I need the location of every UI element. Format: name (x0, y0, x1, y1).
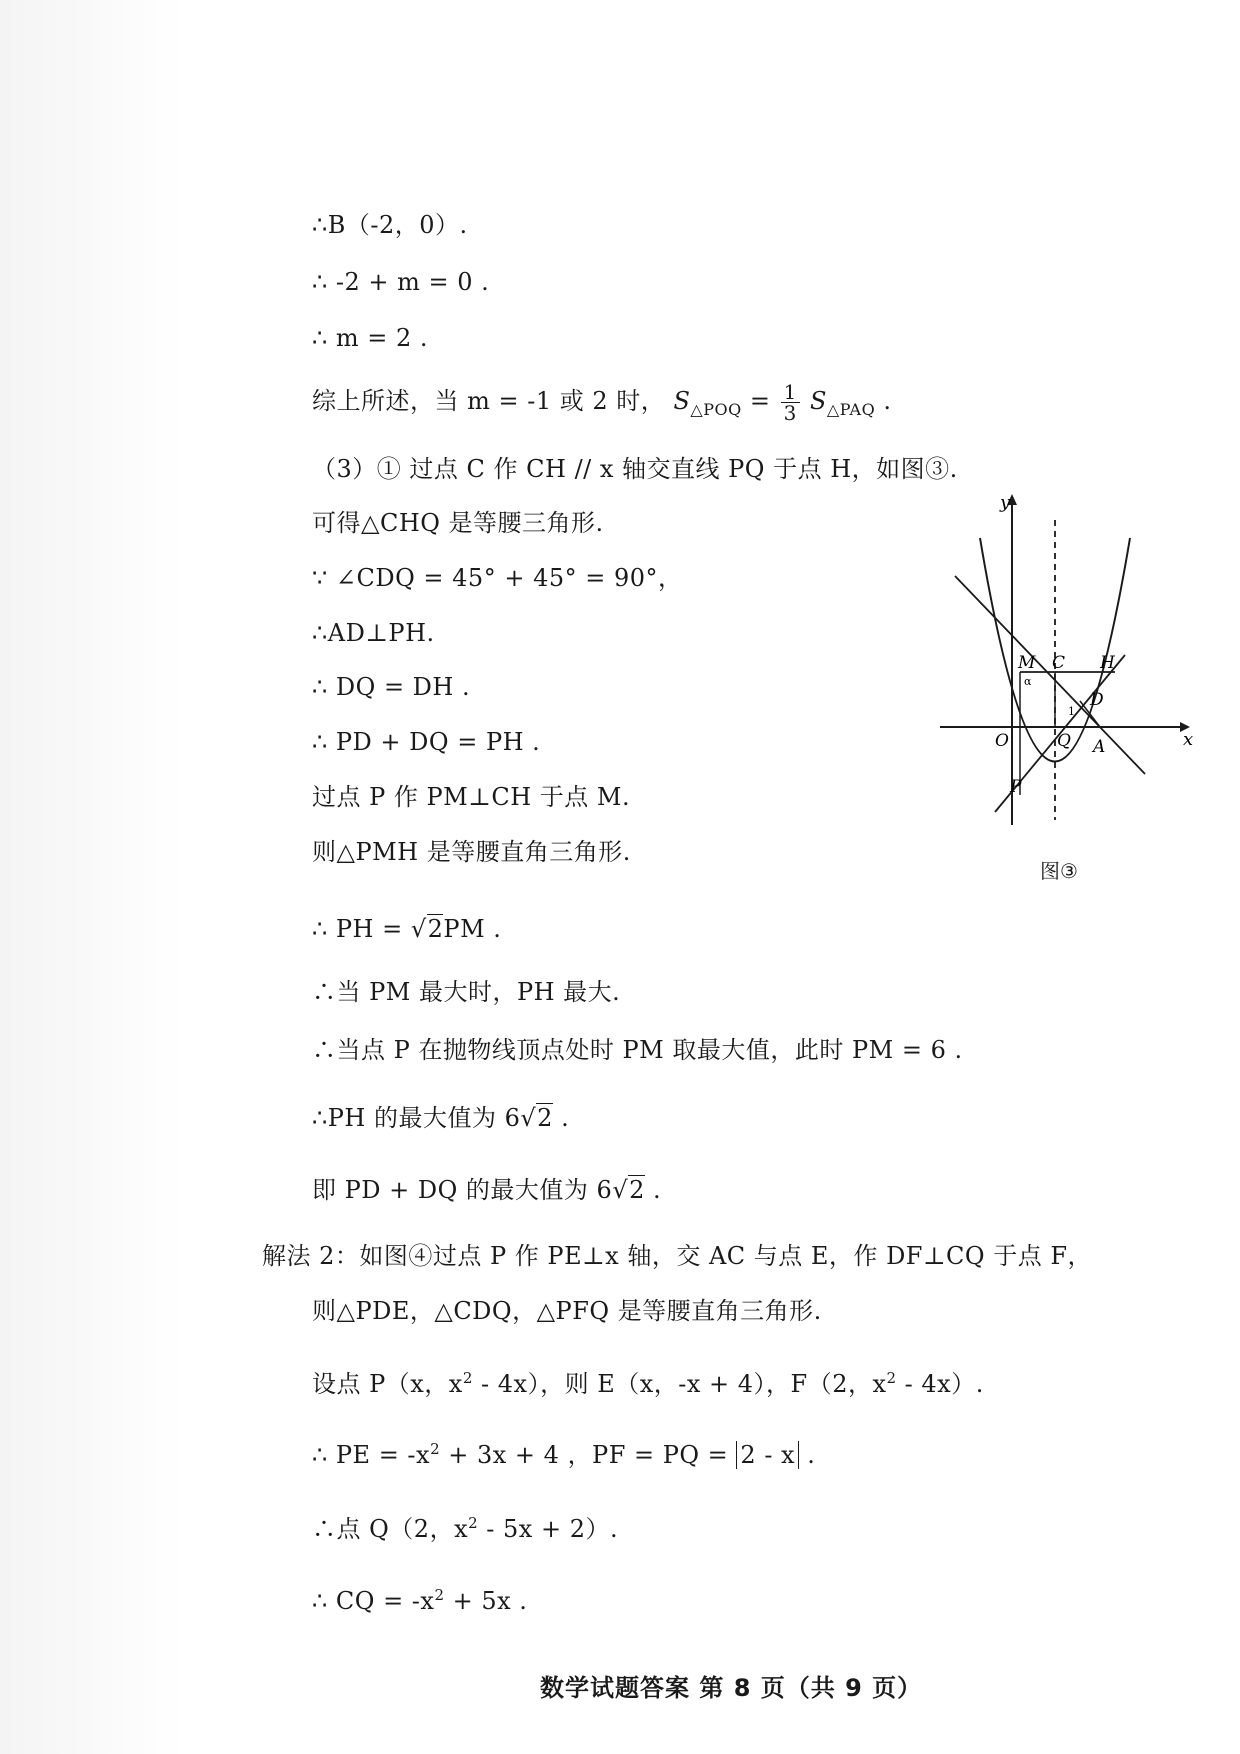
ph-max-post: . (552, 1104, 570, 1132)
label-x: x (1183, 729, 1194, 750)
ph-root2-pre: ∴ PH = √ (312, 915, 427, 943)
exponent: 2 (434, 1586, 445, 1604)
label-c: C (1052, 653, 1066, 673)
ph-max-pre: ∴PH 的最大值为 6√ (312, 1104, 537, 1132)
vertex-pm-max: ∴当点 P 在抛物线顶点处时 PM 取最大值，此时 PM = 6 . (312, 1036, 963, 1064)
ad-perp-ph: ∴AD⊥PH. (312, 619, 435, 647)
ph-max-value (312, 1103, 569, 1133)
step-m-value: ∴ m = 2 . (312, 324, 429, 352)
isosceles-chq: 可得△CHQ 是等腰三角形. (312, 509, 604, 537)
summary-text: 综上所述，当 m = -1 或 2 时， (312, 387, 666, 415)
ph-root2-radicand: 2 (427, 915, 444, 943)
area-symbol-2: S (809, 387, 827, 415)
set-point-p (312, 1363, 984, 1399)
ph-root2-pm (312, 914, 501, 944)
absolute-value: 2 - x (736, 1441, 799, 1469)
pd-plus-dq: ∴ PD + DQ = PH . (312, 728, 541, 756)
cq-expression-a: ∴ CQ = -x (312, 1587, 435, 1615)
fraction-numerator: 1 (781, 382, 800, 403)
label-y: y (1000, 492, 1011, 513)
point-q (312, 1508, 618, 1544)
summary-period: . (883, 387, 892, 415)
figure-caption: 图③ (1040, 859, 1078, 883)
pm-perp-ch: 过点 P 作 PM⊥CH 于点 M. (312, 783, 631, 811)
label-m: M (1018, 653, 1036, 673)
fraction-one-third (781, 382, 800, 423)
pd-dq-max-post: . (644, 1176, 662, 1204)
fraction-denominator: 3 (783, 401, 797, 425)
pm-max-ph-max: ∴当 PM 最大时，PH 最大. (312, 978, 621, 1006)
set-point-p-b: - 4x），则 E（x，-x + 4），F（2，x (472, 1370, 887, 1398)
pe-pf-pq-b: + 3x + 4 ，PF = PQ = (440, 1441, 737, 1469)
area-subscript-1: △POQ (690, 400, 742, 419)
ph-root2-post: PM . (443, 915, 502, 943)
exponent: 2 (462, 1369, 473, 1387)
ph-max-radicand: 2 (537, 1104, 553, 1132)
exponent: 2 (430, 1440, 441, 1458)
step-b-coordinates: ∴B（-2，0）. (312, 211, 468, 239)
step-equation: ∴ -2 + m = 0 . (312, 268, 490, 296)
pe-pf-pq-c: . (799, 1441, 816, 1469)
point-q-b: - 5x + 2）. (478, 1515, 619, 1543)
label-h: H (1100, 653, 1115, 673)
label-o: O (995, 731, 1009, 751)
area-symbol-1: S (673, 387, 691, 415)
summary-line: 综上所述，当 m = -1 或 2 时， $S_{\triangle POQ}$ = $\frac{1}{3}$ $S_{\triangle PAQ}$ . (312, 380, 892, 425)
cq-expression-b: + 5x . (444, 1587, 528, 1615)
method-2-intro: 解法 2：如图④过点 P 作 PE⊥x 轴，交 AC 与点 E，作 DF⊥CQ 于点 F， (262, 1242, 1092, 1270)
label-a: A (1093, 737, 1106, 757)
isosceles-right-pmh: 则△PMH 是等腰直角三角形. (312, 838, 631, 866)
cq-expression (312, 1580, 527, 1616)
pe-pf-pq-a: ∴ PE = -x (312, 1441, 431, 1469)
scan-shadow (0, 0, 185, 1754)
point-q-a: ∴点 Q（2，x (312, 1515, 469, 1543)
isosceles-right-triangles: 则△PDE，△CDQ，△PFQ 是等腰直角三角形. (312, 1297, 822, 1325)
part-3-intro: （3）① 过点 C 作 CH // x 轴交直线 PQ 于点 H，如图③. (312, 455, 958, 483)
pd-dq-max-pre: 即 PD + DQ 的最大值为 6√ (312, 1176, 629, 1204)
pd-dq-max-value (312, 1175, 661, 1205)
pd-dq-max-radicand: 2 (629, 1176, 645, 1204)
label-p: P (1010, 777, 1022, 797)
label-q: Q (1057, 731, 1071, 751)
set-point-p-a: 设点 P（x，x (312, 1370, 463, 1398)
pe-pf-pq (312, 1434, 815, 1470)
label-d: D (1090, 690, 1104, 710)
figure-3-diagram (940, 490, 1200, 880)
set-point-p-c: - 4x）. (896, 1370, 984, 1398)
angle-cdq: ∵ ∠CDQ = 45° + 45° = 90°， (312, 564, 683, 592)
label-alpha: α (1024, 675, 1032, 688)
exponent: 2 (886, 1369, 897, 1387)
area-subscript-2: △PAQ (826, 400, 876, 419)
label-one: 1 (1068, 705, 1075, 718)
dq-equals-dh: ∴ DQ = DH . (312, 673, 471, 701)
exponent: 2 (468, 1514, 479, 1532)
page-footer: 数学试题答案 第 8 页（共 9 页） (540, 1674, 923, 1702)
